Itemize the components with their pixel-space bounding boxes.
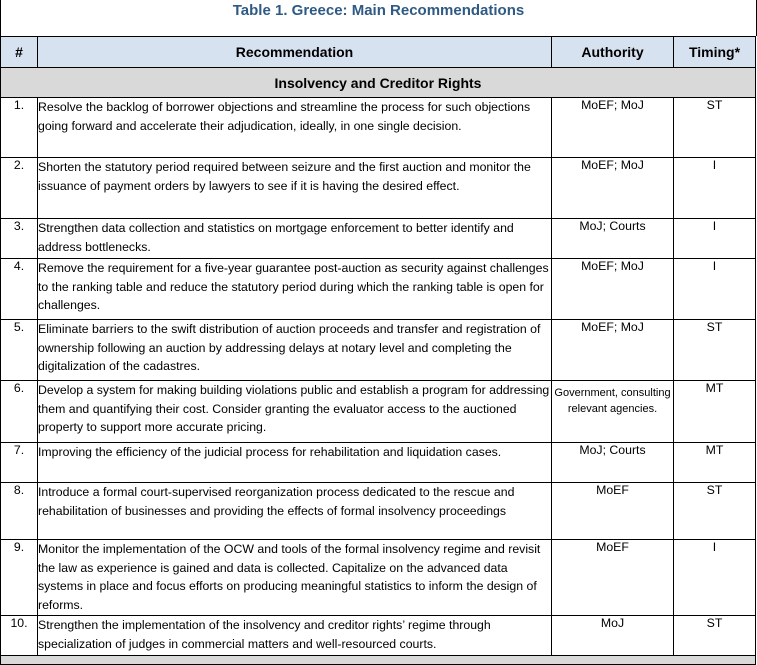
row-timing: ST xyxy=(674,483,756,540)
row-authority: MoEF; MoJ xyxy=(552,98,674,158)
row-number: 9. xyxy=(1,540,38,616)
row-recommendation: Resolve the backlog of borrower objections and streamline the process for such objections going forward and accelerate their adjudication, ideally, in one single decision. xyxy=(38,98,552,158)
table-title: Table 1. Greece: Main Recommendations xyxy=(0,0,757,36)
table-row xyxy=(1,219,756,259)
section-heading: Insolvency and Creditor Rights xyxy=(1,68,756,98)
row-timing: I xyxy=(674,158,756,219)
row-recommendation: Monitor the implementation of the OCW and tools of the formal insolvency regime and revisit the law as experience is gained and data is collected. Capitalize on the advanced data systems in place and focus efforts on producing meaningful statistics to inform the design of reforms. xyxy=(38,540,552,616)
row-authority: MoJ; Courts xyxy=(552,219,674,259)
row-number: 8. xyxy=(1,483,38,540)
row-recommendation: Remove the requirement for a five-year guarantee post-auction as security against challenges to the ranking table and reduce the statutory period during which the ranking table is open for challenges. xyxy=(38,259,552,320)
row-timing: I xyxy=(674,540,756,616)
table-footer-strip xyxy=(1,656,756,665)
header-num: # xyxy=(1,37,38,68)
row-timing: MT xyxy=(674,443,756,483)
footer-strip-cell xyxy=(1,656,756,665)
header-recommendation: Recommendation xyxy=(38,37,552,68)
row-timing: ST xyxy=(674,616,756,656)
row-recommendation: Introduce a formal court-supervised reorganization process dedicated to the rescue and rehabilitation of businesses and providing the effects of formal insolvency proceedings xyxy=(38,483,552,540)
row-timing: I xyxy=(674,219,756,259)
table-row xyxy=(1,98,756,158)
row-authority: MoEF xyxy=(552,483,674,540)
row-number: 5. xyxy=(1,320,38,381)
table-row xyxy=(1,259,756,320)
row-recommendation: Strengthen data collection and statistics on mortgage enforcement to better identify and address bottlenecks. xyxy=(38,219,552,259)
row-authority: MoEF; MoJ xyxy=(552,320,674,381)
row-timing: ST xyxy=(674,98,756,158)
row-authority: MoEF; MoJ xyxy=(552,259,674,320)
row-authority: MoJ xyxy=(552,616,674,656)
row-authority: Government, consulting relevant agencies. xyxy=(552,381,674,443)
row-timing: MT xyxy=(674,381,756,443)
row-authority: MoJ; Courts xyxy=(552,443,674,483)
row-authority: MoEF xyxy=(552,540,674,616)
row-number: 4. xyxy=(1,259,38,320)
table-row xyxy=(1,540,756,616)
row-number: 2. xyxy=(1,158,38,219)
table-row xyxy=(1,381,756,443)
table-row xyxy=(1,320,756,381)
row-recommendation: Shorten the statutory period required between seizure and the first auction and monitor the issuance of payment orders by lawyers to see if it is having the desired effect. xyxy=(38,158,552,219)
row-timing: I xyxy=(674,259,756,320)
table-row xyxy=(1,158,756,219)
row-number: 1. xyxy=(1,98,38,158)
row-number: 7. xyxy=(1,443,38,483)
header-authority: Authority xyxy=(552,37,674,68)
row-timing: ST xyxy=(674,320,756,381)
row-number: 6. xyxy=(1,381,38,443)
row-recommendation: Eliminate barriers to the swift distribution of auction proceeds and transfer and registration of ownership following an auction by addressing delays at notary level and completing the digitalization of the cadastres. xyxy=(38,320,552,381)
row-number: 3. xyxy=(1,219,38,259)
row-authority: MoEF; MoJ xyxy=(552,158,674,219)
row-number: 10. xyxy=(1,616,38,656)
recommendations-table xyxy=(0,36,756,665)
row-recommendation: Strengthen the implementation of the insolvency and creditor rights’ regime through specialization of judges in commercial matters and well-resourced courts. xyxy=(38,616,552,656)
table-row xyxy=(1,483,756,540)
row-recommendation: Improving the efficiency of the judicial process for rehabilitation and liquidation cases. xyxy=(38,443,552,483)
header-timing: Timing* xyxy=(674,37,756,68)
table-row xyxy=(1,443,756,483)
row-recommendation: Develop a system for making building violations public and establish a program for addressing them and quantifying their cost. Consider granting the evaluator access to the auctioned property to support more accurate pricing. xyxy=(38,381,552,443)
table-row xyxy=(1,616,756,656)
